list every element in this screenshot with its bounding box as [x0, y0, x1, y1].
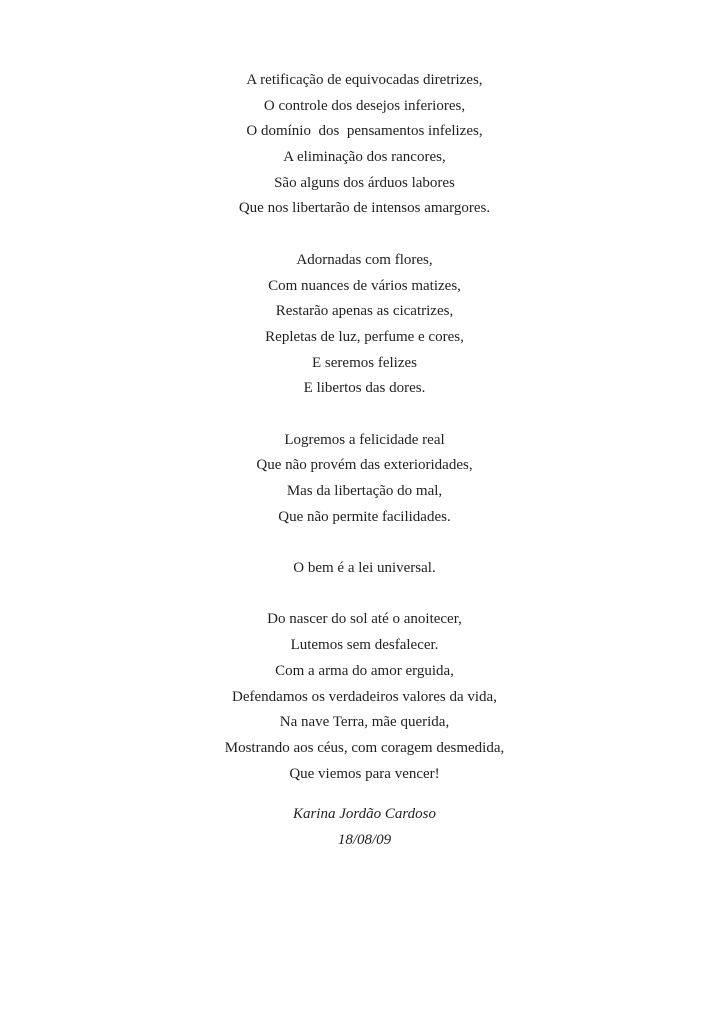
- poem-line: O domínio dos pensamentos infelizes,: [246, 123, 483, 140]
- poem-line: Que não permite facilidades.: [278, 508, 451, 525]
- author-name: Karina Jordão Cardoso: [292, 806, 437, 822]
- poem-line: Repletas de luz, perfume e cores,: [265, 328, 464, 345]
- poem-line: E libertos das dores.: [303, 380, 426, 397]
- poem-date: 18/08/09: [337, 831, 392, 848]
- poem-line: E seremos felizes: [312, 354, 417, 371]
- poem-line: Que viemos para vencer!: [289, 765, 440, 782]
- poem-line: A retificação de equivocadas diretrizes,: [246, 72, 483, 88]
- poem-line: Defendamos os verdadeiros valores da vida,: [232, 688, 497, 705]
- poem-line: Na nave Terra, mãe querida,: [279, 714, 450, 731]
- poem-line: Restarão apenas as cicatrizes,: [275, 303, 454, 320]
- poem-line: Logremos a felicidade real: [284, 431, 445, 448]
- poem-line: A eliminação dos rancores,: [283, 149, 446, 166]
- poem-line: São alguns dos árduos labores: [274, 174, 455, 191]
- poem-line: Mostrando aos céus, com coragem desmedida,: [224, 739, 505, 756]
- poem-line: Lutemos sem desfalecer.: [290, 637, 439, 654]
- poem-line: Mas da libertação do mal,: [286, 483, 443, 499]
- poem-line: O controle dos desejos inferiores,: [263, 97, 466, 114]
- stanza-gap: [212, 402, 517, 428]
- poem-line: Que não provém das exterioridades,: [256, 457, 473, 474]
- stanza-gap: [212, 530, 517, 556]
- signature-block: [212, 802, 517, 853]
- stanza-3: [212, 428, 517, 531]
- stanza-gap: [212, 582, 517, 608]
- poem-line: Com a arma do amor erguida,: [275, 662, 454, 679]
- poem: [212, 68, 517, 787]
- stanza-4: [212, 556, 517, 582]
- poem-line: O bem é a lei universal.: [293, 560, 436, 577]
- stanza-2: [212, 248, 517, 402]
- poem-line: Com nuances de vários matizes,: [268, 277, 461, 294]
- stanza-1: [212, 68, 517, 222]
- poem-line: Que nos libertarão de intensos amargores.: [238, 200, 491, 217]
- stanza-5: [212, 607, 517, 787]
- stanza-gap: [212, 222, 517, 248]
- poem-line: Do nascer do sol até o anoitecer,: [267, 611, 462, 628]
- poem-line: Adornadas com flores,: [296, 251, 433, 268]
